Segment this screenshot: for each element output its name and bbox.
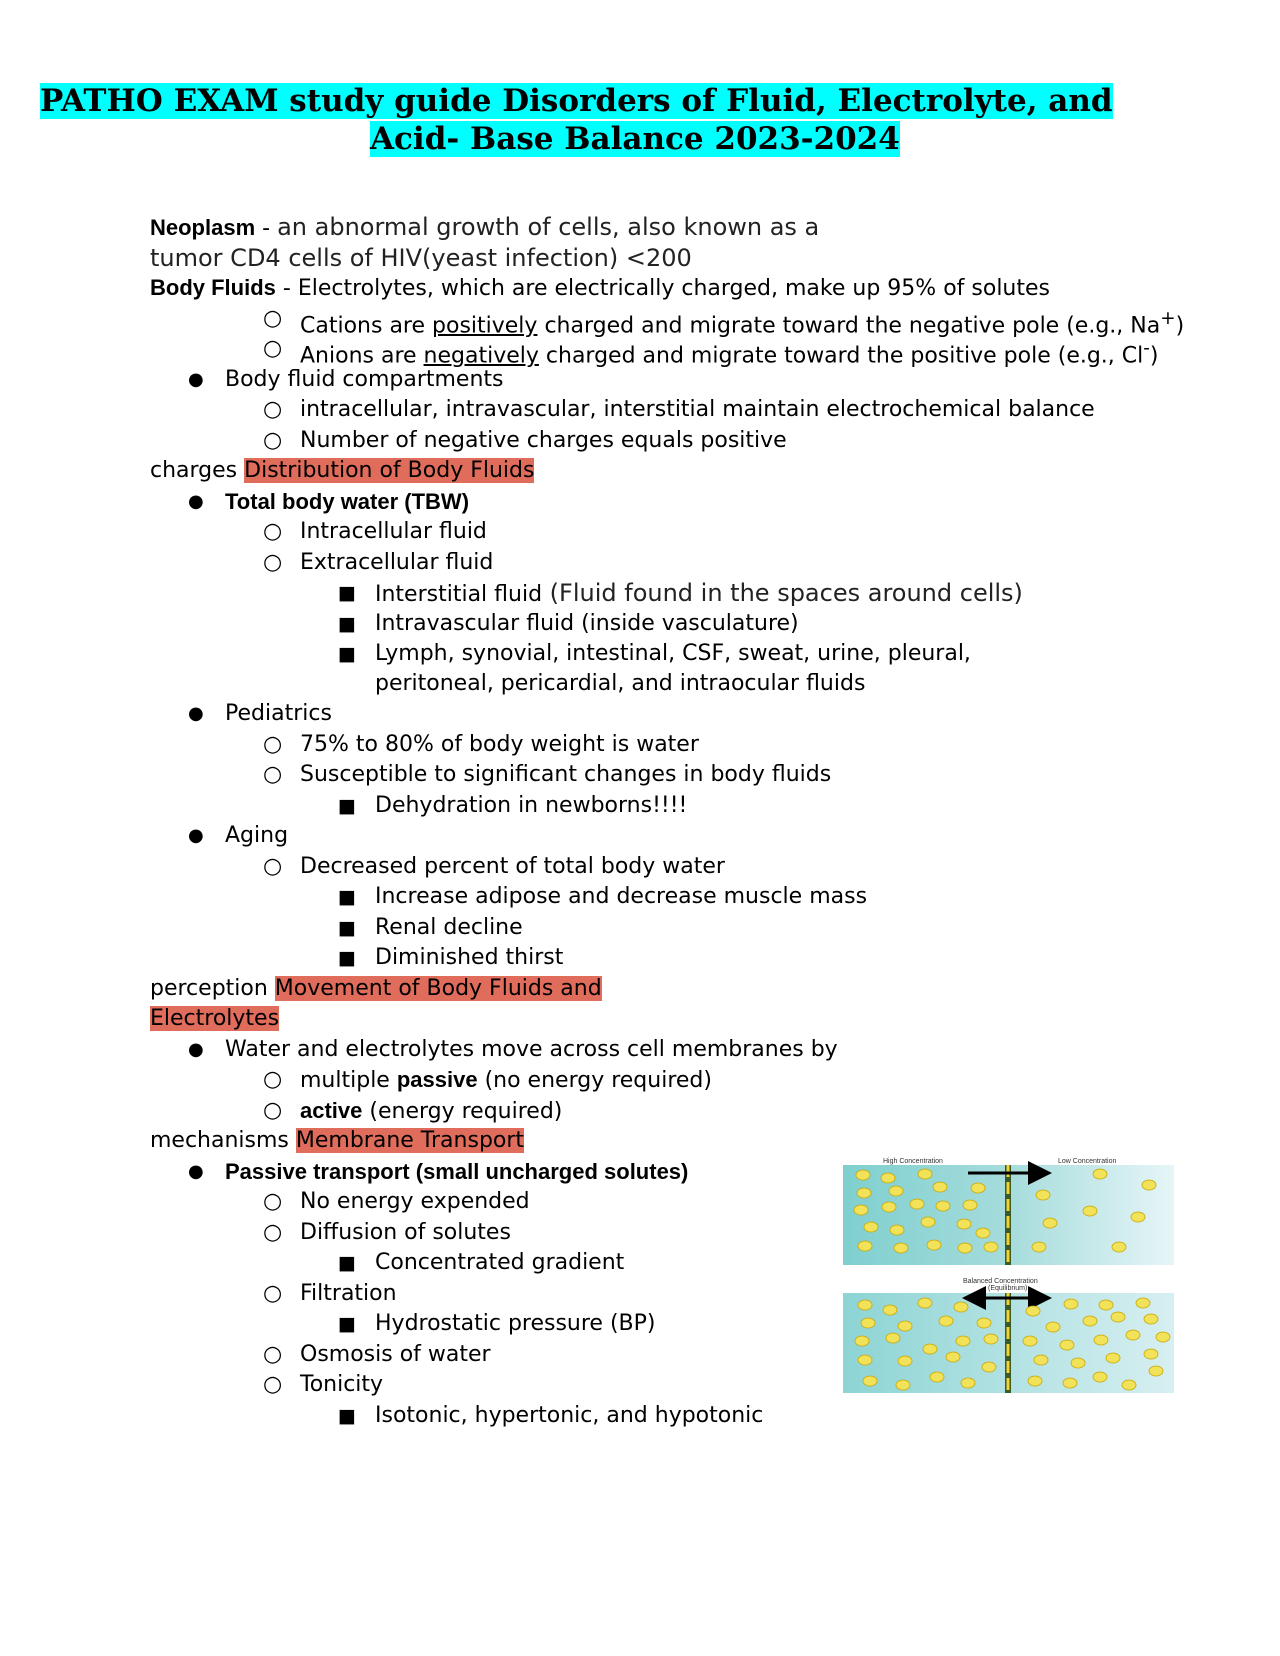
square-bullet-icon: ■ [338, 886, 356, 908]
list-item-tbw: ● Total body water (TBW) [150, 487, 1220, 518]
list-item-cations: ○ Cations are positively charged and migrate toward the negative pole (e.g., Na+) [263, 305, 1185, 338]
square-bullet-icon: ■ [338, 612, 356, 635]
negatively-underlined: negatively [423, 343, 539, 369]
movement-heading: Movement of Body Fluids and [274, 975, 602, 1001]
list-item: ■ Isotonic, hypertonic, and hypotonic [150, 1401, 1220, 1432]
list-item: ○ Decreased percent of total body water [150, 852, 1220, 883]
neoplasm-dash: - [255, 216, 278, 241]
low-concentration-label: Low Concentration [1058, 1158, 1117, 1165]
neoplasm-term: Neoplasm [150, 215, 256, 240]
title-line-1: PATHO EXAM study guide Disorders of Fluid, Electrolyte, and [40, 83, 1113, 119]
movement-heading-line: perception Movement of Body Fluids and [150, 975, 602, 1001]
list-item-compartments: ● Body fluid compartments [150, 365, 1220, 396]
square-bullet-icon: ■ [338, 947, 356, 969]
balanced-concentration-label: Balanced Concentration [963, 1278, 1038, 1285]
title-line-2: Acid- Base Balance 2023-2024 [370, 121, 900, 157]
list-item-water: ● Water and electrolytes move across cell membranes by [150, 1035, 1220, 1066]
list-item: ■ Hydrostatic pressure (BP) [150, 1309, 1220, 1340]
list-item: ○ No energy expended [150, 1187, 1220, 1218]
list-item: ■ Renal decline [150, 913, 1220, 944]
circle-bullet-icon: ○ [263, 1280, 283, 1306]
filled-bullet-icon: ● [188, 1160, 204, 1182]
list-item-pediatrics: ● Pediatrics [150, 699, 1220, 730]
neoplasm-line [150, 212, 1220, 243]
positively-underlined: positively [432, 312, 538, 338]
square-bullet-icon: ■ [338, 1313, 356, 1335]
list-item: ■ Increase adipose and decrease muscle mass [150, 882, 1220, 913]
list-item-anions: ○ Anions are negatively charged and migrate toward the positive pole (e.g., Cl-) [263, 336, 1159, 369]
circle-bullet-icon: ○ [263, 853, 283, 879]
list-item: ■ Intravascular fluid (inside vasculature) [150, 609, 1220, 640]
movement-heading-line-2 [150, 1004, 1220, 1035]
list-item: ■ Dehydration in newborns!!!! [150, 791, 1220, 822]
circle-bullet-icon: ○ [263, 397, 283, 422]
circle-bullet-icon: ○ [263, 1189, 283, 1214]
list-item: ○ Intracellular fluid [150, 517, 1220, 548]
list-item: ○ intracellular, intravascular, interstitial maintain electrochemical balance [150, 395, 1220, 426]
neoplasm-line-2 [150, 243, 1220, 274]
distribution-heading: Distribution of Body Fluids [244, 458, 535, 483]
list-item: ○ active (energy required) [150, 1096, 1220, 1127]
list-item: ■ Interstitial fluid (Fluid found in the spaces around cells) [338, 579, 1023, 607]
list-item: ○ Tonicity [150, 1370, 1220, 1401]
square-bullet-icon: ■ [338, 1252, 356, 1274]
body-fluids-line [150, 273, 1220, 304]
equilibrium-label: (Equilibrium) [988, 1285, 1028, 1292]
membrane-heading-line: mechanisms Membrane Transport [150, 1128, 525, 1153]
high-concentration-label: High Concentration [883, 1158, 943, 1165]
list-item: ■ Concentrated gradient [150, 1248, 1220, 1279]
circle-bullet-icon: ○ [263, 549, 283, 575]
list-item: ○ multiple passive (no energy required) [150, 1065, 1220, 1096]
circle-bullet-icon: ○ [263, 762, 283, 787]
list-item: ■ Lymph, synovial, intestinal, CSF, sweat, urine, pleural, peritoneal, pericardial, and intraocular fluids [338, 641, 971, 696]
list-item: ○ 75% to 80% of body weight is water [150, 730, 1220, 761]
filled-bullet-icon: ● [188, 1038, 204, 1060]
filled-bullet-icon: ● [188, 825, 204, 846]
square-bullet-icon: ■ [338, 1404, 356, 1427]
list-item: ○ Susceptible to significant changes in body fluids [150, 760, 1220, 791]
circle-bullet-icon: ○ [263, 305, 283, 331]
document-title [40, 82, 1150, 158]
circle-bullet-icon: ○ [263, 519, 283, 544]
square-bullet-icon: ■ [338, 916, 356, 939]
circle-bullet-icon: ○ [263, 1341, 283, 1367]
list-item: ○ Number of negative charges equals positive [150, 426, 1220, 457]
body-fluids-definition: - Electrolytes, which are electrically charged, make up 95% of solutes [275, 276, 1050, 301]
circle-bullet-icon: ○ [263, 731, 283, 757]
filled-bullet-icon: ● [188, 368, 204, 390]
list-item: ○ Diffusion of solutes [150, 1218, 1220, 1249]
movement-heading-2: Electrolytes [150, 1006, 280, 1031]
list-item: ○ Osmosis of water [150, 1340, 1220, 1371]
circle-bullet-icon: ○ [263, 1219, 283, 1245]
filled-bullet-icon: ● [188, 490, 204, 512]
list-item-aging: ● Aging [150, 821, 1220, 852]
filled-bullet-icon: ● [188, 703, 204, 724]
distribution-heading-line: charges Distribution of Body Fluids [150, 458, 535, 483]
circle-bullet-icon: ○ [263, 336, 283, 361]
body-fluids-term: Body Fluids [150, 275, 276, 300]
diffusion-diagram [843, 1155, 1174, 1393]
circle-bullet-icon: ○ [263, 1067, 283, 1092]
neoplasm-definition: an abnormal growth of cells, also known as a [277, 213, 820, 241]
list-item: ○ Filtration [150, 1279, 1220, 1310]
square-bullet-icon: ■ [338, 582, 356, 604]
square-bullet-icon: ■ [338, 643, 356, 665]
circle-bullet-icon: ○ [263, 1097, 283, 1123]
list-item: ■ Diminished thirst [150, 943, 1220, 974]
neoplasm-definition-2: tumor CD4 cells of HIV(yeast infection) <200 [150, 243, 692, 272]
circle-bullet-icon: ○ [263, 427, 283, 453]
membrane-heading: Membrane Transport [295, 1128, 525, 1153]
list-item: ○ Extracellular fluid [150, 548, 1220, 579]
square-bullet-icon: ■ [338, 794, 356, 817]
list-item-passive-transport: ● Passive transport (small uncharged solutes) [150, 1157, 1220, 1188]
circle-bullet-icon: ○ [263, 1372, 283, 1397]
